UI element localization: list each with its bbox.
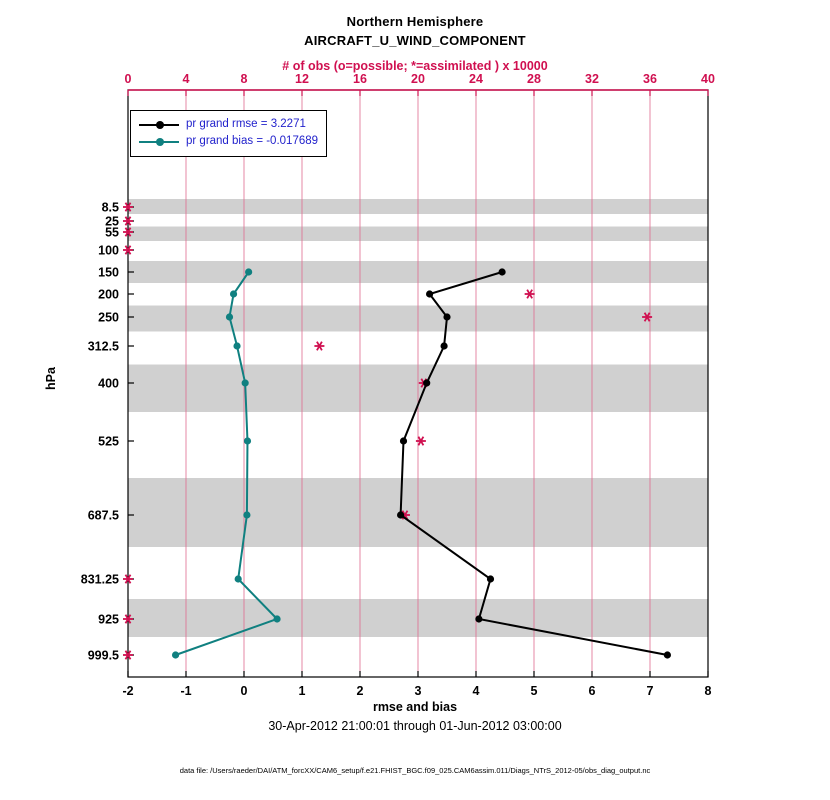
- svg-text:100: 100: [98, 243, 119, 258]
- legend-label-bias: pr grand bias = -0.017689: [186, 135, 319, 147]
- legend-swatch-bias: [139, 136, 179, 148]
- x-axis-label: rmse and bias: [372, 700, 458, 714]
- chart-title-line1: Northern Hemisphere: [346, 14, 484, 29]
- svg-text:925: 925: [98, 612, 119, 627]
- svg-text:525: 525: [98, 434, 119, 449]
- y-axis-ticks: [81, 201, 134, 663]
- top-axis-ticks: [125, 72, 715, 96]
- svg-text:6: 6: [588, 684, 596, 698]
- chart-title-line2: AIRCRAFT_U_WIND_COMPONENT: [304, 33, 526, 48]
- svg-text:4: 4: [472, 684, 480, 698]
- svg-text:55: 55: [105, 225, 119, 240]
- legend-swatch-rmse: [139, 119, 179, 131]
- y-axis-label: hPa: [44, 367, 58, 390]
- svg-text:831.25: 831.25: [80, 572, 119, 587]
- svg-text:40: 40: [701, 72, 715, 86]
- svg-text:5: 5: [530, 684, 538, 698]
- svg-text:25: 25: [105, 214, 119, 229]
- svg-text:999.5: 999.5: [87, 648, 119, 663]
- svg-text:28: 28: [527, 72, 541, 86]
- svg-text:200: 200: [98, 287, 119, 302]
- svg-text:-2: -2: [122, 684, 134, 698]
- svg-text:8: 8: [240, 72, 248, 86]
- svg-text:24: 24: [469, 72, 483, 86]
- legend-item-bias: [139, 133, 318, 150]
- svg-text:0: 0: [240, 684, 248, 698]
- svg-text:312.5: 312.5: [87, 339, 119, 354]
- legend: [130, 110, 327, 157]
- svg-text:8: 8: [704, 684, 712, 698]
- svg-text:2: 2: [356, 684, 364, 698]
- svg-text:36: 36: [643, 72, 657, 86]
- date-range-label: 30-Apr-2012 21:00:01 through 01-Jun-2012 03:00:00: [268, 719, 562, 733]
- top-axis-title: # of obs (o=possible; *=assimilated ) x 10000: [282, 59, 548, 73]
- svg-text:400: 400: [98, 376, 119, 391]
- svg-text:8.5: 8.5: [101, 200, 119, 215]
- svg-text:32: 32: [585, 72, 599, 86]
- data-file-footer: data file: /Users/raeder/DAI/ATM_forcXX/CAM6_setup/f.e21.FHIST_BGC.f09_025.CAM6assim.011/Diags_NTrS_2012-05/obs_diag_output.nc: [179, 766, 651, 775]
- svg-text:4: 4: [182, 72, 190, 86]
- legend-label-rmse: pr grand rmse = 3.2271: [186, 118, 306, 130]
- svg-text:16: 16: [353, 72, 367, 86]
- legend-item-rmse: [139, 116, 318, 133]
- svg-text:687.5: 687.5: [87, 508, 119, 523]
- svg-text:-1: -1: [180, 684, 192, 698]
- svg-text:1: 1: [298, 684, 306, 698]
- svg-text:12: 12: [295, 72, 309, 86]
- svg-text:20: 20: [411, 72, 425, 86]
- bottom-axis-ticks: [122, 671, 711, 698]
- svg-text:250: 250: [98, 310, 119, 325]
- svg-text:3: 3: [414, 684, 422, 698]
- svg-text:7: 7: [646, 684, 654, 698]
- svg-text:0: 0: [124, 72, 132, 86]
- svg-text:150: 150: [98, 265, 119, 280]
